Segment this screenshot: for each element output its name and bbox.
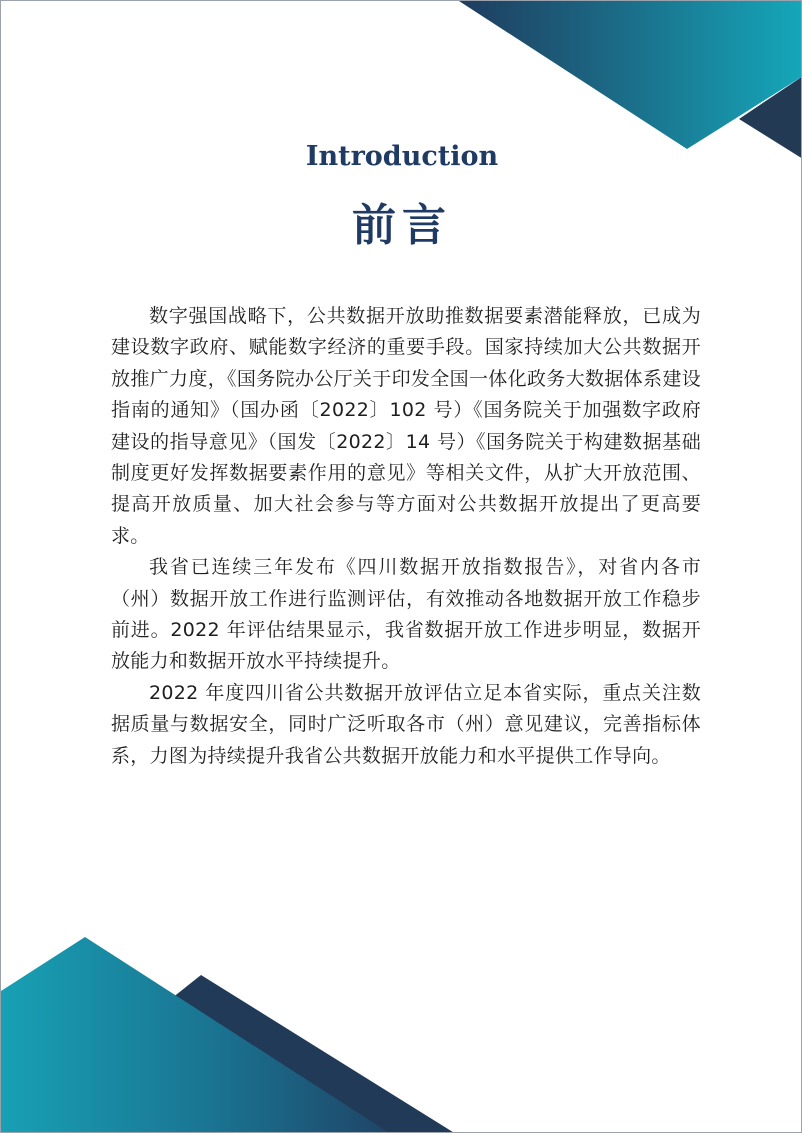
page-title-chinese: 前言: [352, 200, 452, 251]
introduction-body: [111, 301, 701, 772]
top-right-teal-triangle: [459, 1, 802, 149]
bottom-left-teal-triangle: [1, 937, 391, 1133]
page-title-english: Introduction: [305, 141, 499, 172]
paragraph: 数字强国战略下，公共数据开放助推数据要素潜能释放，已成为建设数字政府、赋能数字经济的重要手段。国家持续加大公共数据开放推广力度，《国务院办公厅关于印发全国一体化政务大数据体系建设指南的通知》（国办函〔2022〕102 号）《国务院关于加强数字政府建设的指导意见》（国发〔2022〕14 号）《国务院关于构建数据基础制度更好发挥数据要素作用的意见》等相关文件，从扩大开放范围、提高开放质量、加大社会参与等方面对公共数据开放提出了更高要求。: [111, 305, 701, 547]
paragraph: 2022 年度四川省公共数据开放评估立足本省实际，重点关注数据质量与数据安全，同时广泛听取各市（州）意见建议，完善指标体系，力图为持续提升我省公共数据开放能力和水平提供工作导向。: [111, 681, 701, 767]
paragraph: 我省已连续三年发布《四川数据开放指数报告》，对省内各市（州）数据开放工作进行监测评估，有效推动各地数据开放工作稳步前进。2022 年评估结果显示，我省数据开放工作进步明显，数据开放能力和数据开放水平持续提升。: [111, 556, 701, 673]
